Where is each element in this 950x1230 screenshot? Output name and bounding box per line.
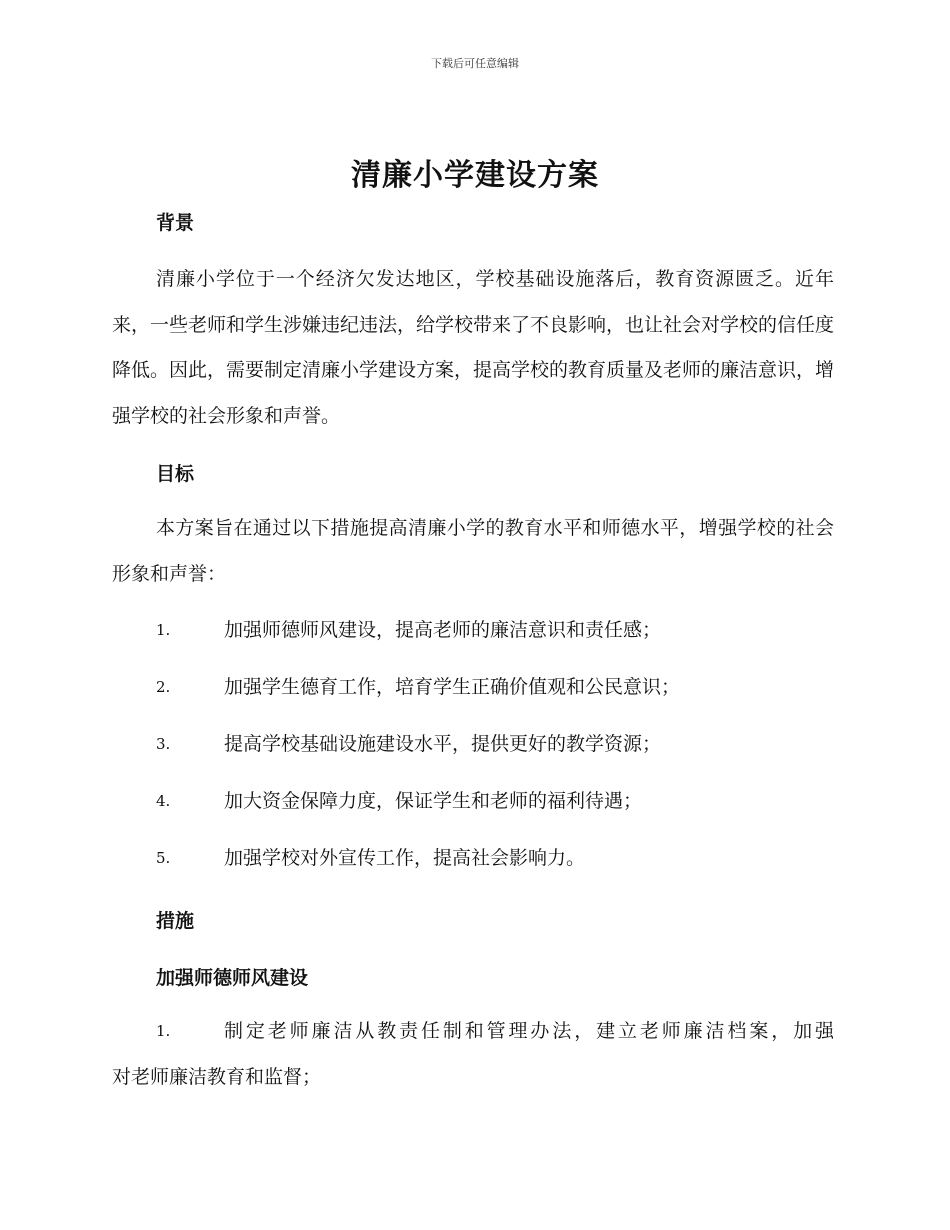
section-heading-goals: 目标	[156, 463, 195, 485]
list-text-line: 对老师廉洁教育和监督；	[112, 1065, 322, 1088]
background-paragraph: 清廉小学位于一个经济欠发达地区，学校基础设施落后，教育资源匮乏。近年来，一些老师和学生涉嫌违纪违法，给学校带来了不良影响，也让社会对学校的信任度降低。因此，需要制定清廉小学建设方案，提高学校的教育质量及老师的廉洁意识，增强学校的社会形象和声誉。	[112, 268, 835, 427]
list-text: 提高学校基础设施建设水平，提供更好的教学资源；	[224, 733, 662, 755]
list-text: 加强学校对外宣传工作，提高社会影响力。	[224, 847, 586, 869]
list-text: 加强学生德育工作，培育学生正确价值观和公民意识；	[224, 676, 681, 698]
list-text: 加大资金保障力度，保证学生和老师的福利待遇；	[224, 790, 643, 812]
list-number: 3.	[156, 735, 171, 753]
subsection-heading-teacher-ethics: 加强师德师风建设	[156, 967, 309, 989]
header-note: 下载后可任意编辑	[431, 57, 519, 70]
list-number: 2.	[156, 678, 171, 696]
list-number: 5.	[156, 849, 171, 867]
goals-paragraph: 本方案旨在通过以下措施提高清廉小学的教育水平和师德水平，增强学校的社会形象和声誉：	[112, 517, 834, 585]
list-number: 1.	[156, 621, 171, 639]
section-heading-background: 背景	[156, 212, 195, 234]
list-number: 4.	[156, 792, 171, 810]
list-number: 1.	[156, 1022, 171, 1040]
section-heading-measures: 措施	[156, 910, 195, 932]
document-title: 清廉小学建设方案	[351, 158, 599, 193]
list-text: 加强师德师风建设，提高老师的廉洁意识和责任感；	[224, 619, 662, 641]
list-text-line: 制定老师廉洁从教责任制和管理办法，建立老师廉洁档案，加强	[224, 1020, 834, 1042]
measure-list-item	[112, 1009, 834, 1100]
